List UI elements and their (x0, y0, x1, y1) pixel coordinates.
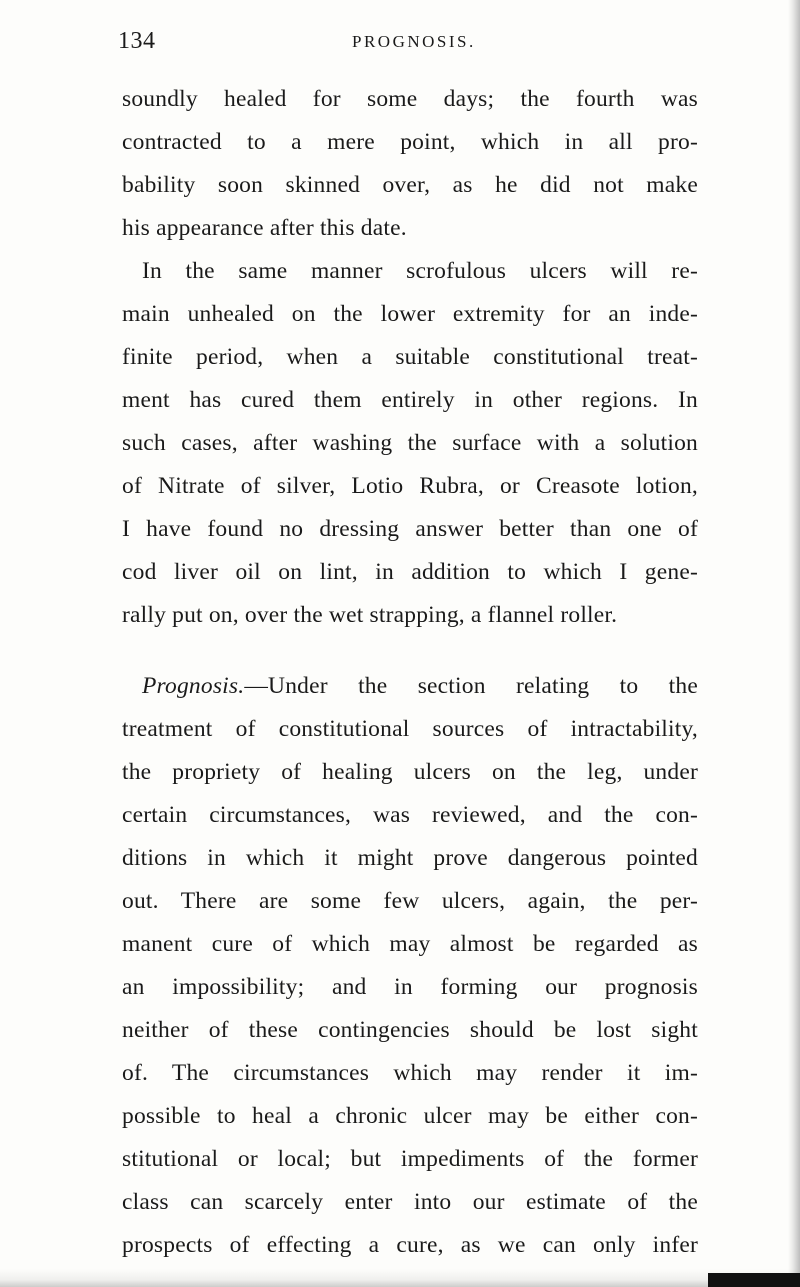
page-header (0, 28, 800, 58)
text-line: his appearance after this date. (122, 215, 407, 241)
text-line: such cases, after washing the surface with a solution (122, 430, 698, 456)
body-text (122, 78, 698, 1267)
text-line: an impossibility; and in forming our prognosis (122, 974, 698, 1000)
section-heading: Prognosis. (142, 673, 245, 699)
page-bottom-shadow (0, 1269, 800, 1287)
text-line: I have found no dressing answer better than one of (122, 516, 698, 542)
text-line: treatment of constitutional sources of intractability, (122, 716, 698, 742)
paragraph (122, 250, 698, 637)
text-line: certain circumstances, was reviewed, and the con- (122, 802, 698, 828)
text-line: the propriety of healing ulcers on the leg, under (122, 759, 698, 785)
text-line: cod liver oil on lint, in addition to which I gene- (122, 559, 698, 585)
text-line: finite period, when a suitable constitutional treat- (122, 344, 698, 370)
text-line: of. The circumstances which may render it im- (122, 1060, 698, 1086)
text-fragment: —Under the section relating to the (244, 673, 698, 699)
text-line (122, 665, 698, 708)
page-number: 134 (118, 28, 156, 54)
text-line: soundly healed for some days; the fourth was (122, 86, 698, 112)
text-line: rally put on, over the wet strapping, a flannel roller. (122, 602, 618, 628)
text-line: class can scarcely enter into our estimate of the (122, 1189, 698, 1215)
page-edge-shadow (788, 0, 800, 1287)
text-line: In the same manner scrofulous ulcers will re- (142, 258, 698, 284)
paragraph (122, 78, 698, 250)
text-line: prospects of effecting a cure, as we can only infer (122, 1232, 698, 1258)
text-line: ment has cured them entirely in other regions. In (122, 387, 698, 413)
scan-border (708, 1273, 800, 1287)
text-line: stitutional or local; but impediments of the former (122, 1146, 698, 1172)
text-line: contracted to a mere point, which in all pro- (122, 129, 698, 155)
text-line: of Nitrate of silver, Lotio Rubra, or Creasote lotion, (122, 473, 698, 499)
text-line: ditions in which it might prove dangerous pointed (122, 845, 698, 871)
running-head: PROGNOSIS. (352, 32, 476, 51)
text-line: out. There are some few ulcers, again, the per- (122, 888, 698, 914)
text-line: manent cure of which may almost be regarded as (122, 931, 698, 957)
text-line: neither of these contingencies should be lost sight (122, 1017, 698, 1043)
text-line: bability soon skinned over, as he did not make (122, 172, 698, 198)
paragraph (122, 665, 698, 1267)
text-line: main unhealed on the lower extremity for an inde- (122, 301, 698, 327)
text-line: possible to heal a chronic ulcer may be either con- (122, 1103, 698, 1129)
paragraph-gap (122, 637, 698, 665)
